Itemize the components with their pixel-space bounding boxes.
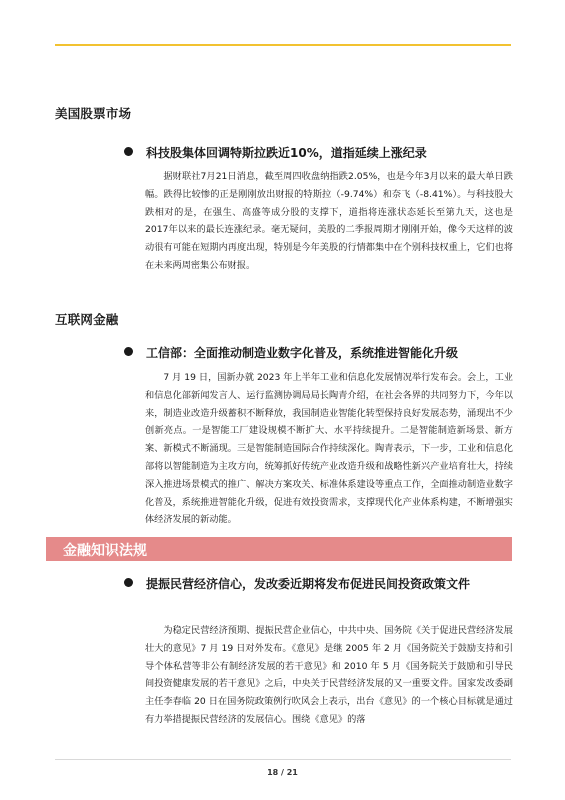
- section-banner-financial-law: [46, 537, 512, 561]
- bullet-icon: [124, 578, 133, 587]
- paragraph-us-stock: 据财联社7月21日消息，截至周四收盘纳指跌2.05%，也是今年3月以来的最大单日跌幅。跌得比较惨的正是刚刚放出财报的特斯拉（-9.74%）和奈飞（-8.41%）。与科技股大跌相对的是，在强生、高盛等成分股的支撑下，道指将连涨状态延长至第九天，这也是2017年以来的最长连涨纪录。毫无疑问，美股的二季报周期才刚刚开始，像今天这样的波动很有可能在短期内再度出现，特别是今年美股的行情都集中在个别科技权重上，它们也将在未来两周密集公布财报。: [145, 171, 513, 271]
- footer-rule: [55, 759, 511, 760]
- bullet-icon: [124, 347, 133, 356]
- header-rule: [55, 44, 511, 46]
- headline-financial-law: 提振民营经济信心，发改委近期将发布促进民间投资政策文件: [146, 573, 514, 596]
- paragraph-financial-law: 为稳定民营经济预期、提振民营企业信心，中共中央、国务院《关于促进民营经济发展壮大的意见》7 月 19 日对外发布。《意见》是继 2005 年 2 月《国务院关于鼓励支持和引导个体私营等非公有制经济发展的若干意见》和 2010 年 5 月《国务院关于鼓励和引导民间投资健康发展的若干意见》之后，中央关于民营经济发展的又一重要文件。国家发改委副主任李春临 20 日在国务院政策例行吹风会上表示，出台《意见》的一个核心目标就是通过有力举措提振民营经济的发展信心。围绕《意见》的落: [145, 625, 513, 725]
- headline-internet-finance: 工信部：全面推动制造业数字化普及，系统推进智能化升级: [146, 342, 514, 365]
- bullet-icon: [124, 147, 133, 156]
- section-title-financial-law: 金融知识法规: [63, 543, 147, 559]
- section-title-internet-finance: 互联网金融: [55, 312, 119, 327]
- headline-us-stock: 科技股集体回调特斯拉跌近10%，道指延续上涨纪录: [146, 142, 514, 165]
- paragraph-internet-finance: 7 月 19 日，国新办就 2023 年上半年工业和信息化发展情况举行发布会。会上，工业和信息化部新闻发言人、运行监测协调局局长陶青介绍，在社会各界的共同努力下，今年以来，制造业改造升级蓄积不断释放，我国制造业智能化转型保持良好发展态势，涌现出不少创新亮点。一是智能工厂建设规模不断扩大、水平持续提升。二是智能制造新场景、新方案、新模式不断涌现。三是智能制造国际合作持续深化。陶青表示，下一步，工业和信息化部将以智能制造为主攻方向，统筹抓好传统产业改造升级和战略性新兴产业培育壮大，持续深入推进场景模式的推广、解决方案攻关、标准体系建设等重点工作，全面推动制造业数字化普及，系统推进智能化升级，促进有效投资需求，支撑现代化产业体系构建，不断增强实体经济发展的新动能。: [145, 372, 513, 526]
- section-title-us-stock: 美国股票市场: [55, 106, 132, 121]
- page-number: 18 / 21: [267, 768, 298, 777]
